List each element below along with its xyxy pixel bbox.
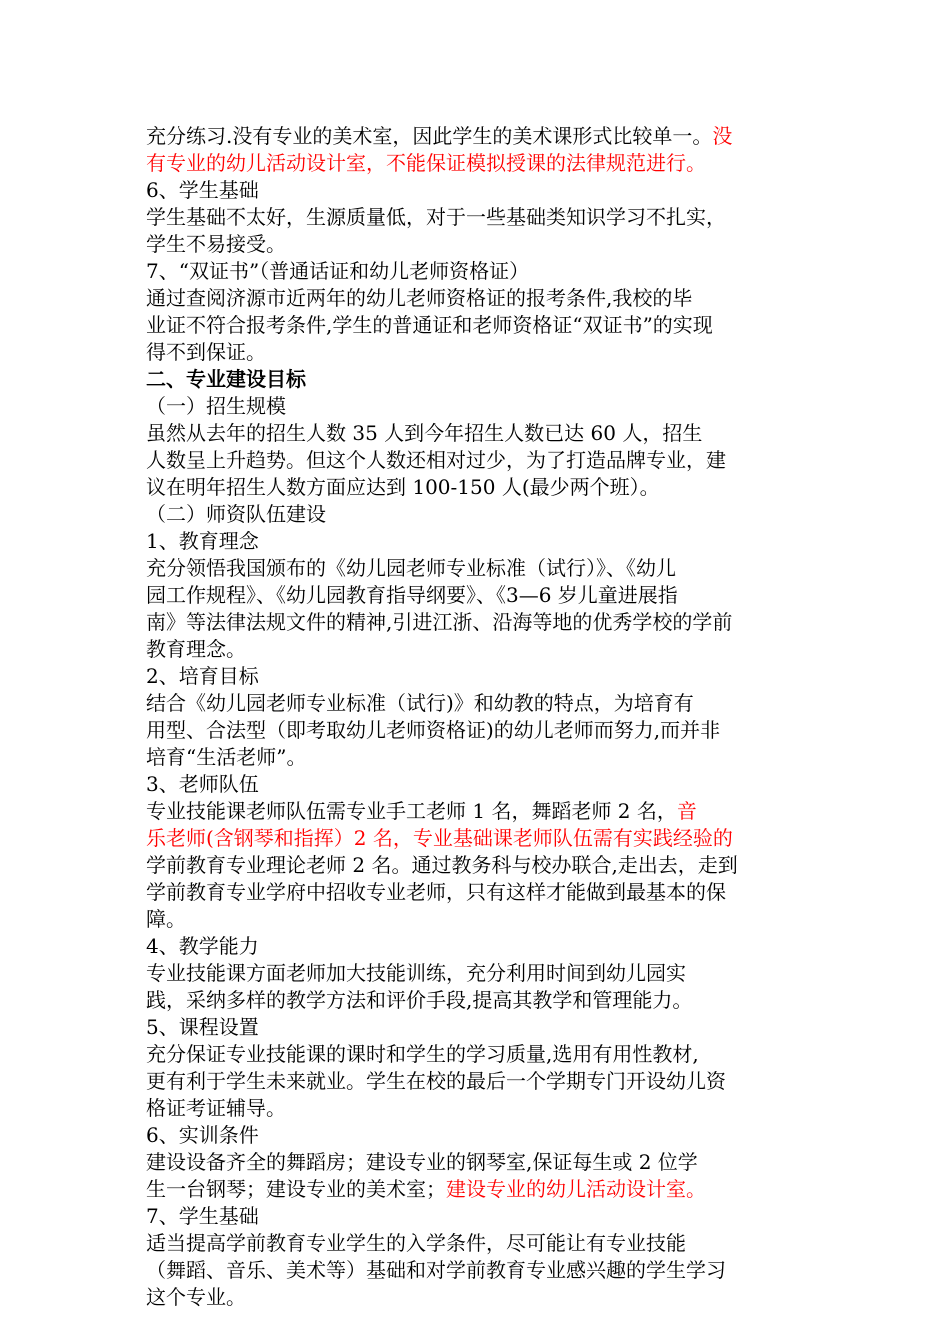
text-line xyxy=(146,339,816,366)
text-segment: 6、学生基础 xyxy=(146,178,259,202)
text-segment: 生一台钢琴；建设专业的美术室； xyxy=(146,1177,446,1201)
text-segment: 二、专业建设目标 xyxy=(146,367,306,391)
text-segment: 业证不符合报考条件,学生的普通证和老师资格证“双证书”的实现 xyxy=(146,313,713,337)
text-segment: 专业技能课方面老师加大技能训练，充分利用时间到幼儿园实 xyxy=(146,961,686,985)
text-segment: 学生基础不太好，生源质量低，对于一些基础类知识学习不扎实， xyxy=(146,205,726,229)
text-line xyxy=(146,1014,816,1041)
text-line xyxy=(146,879,816,906)
text-segment: 用型、合法型（即考取幼儿老师资格证)的幼儿老师而努力,而并非 xyxy=(146,718,721,742)
text-segment: 虽然从去年的招生人数 35 人到今年招生人数已达 60 人，招生 xyxy=(146,421,703,445)
text-segment: 1、教育理念 xyxy=(146,529,259,553)
paragraph xyxy=(146,555,816,663)
paragraph xyxy=(146,204,816,258)
paragraph xyxy=(146,663,816,690)
text-line xyxy=(146,312,816,339)
paragraph xyxy=(146,123,816,177)
text-segment: 充分保证专业技能课的课时和学生的学习质量,选用有用性教材, xyxy=(146,1042,699,1066)
paragraph xyxy=(146,798,816,933)
paragraph xyxy=(146,1230,816,1311)
text-segment: 4、教学能力 xyxy=(146,934,259,958)
text-line xyxy=(146,285,816,312)
text-line xyxy=(146,852,816,879)
paragraph xyxy=(146,393,816,420)
text-segment: 学前教育专业学府中招收专业老师，只有这样才能做到最基本的保 xyxy=(146,880,726,904)
text-line xyxy=(146,663,816,690)
text-segment: 践，采纳多样的教学方法和评价手段,提高其教学和管理能力。 xyxy=(146,988,693,1012)
text-line xyxy=(146,771,816,798)
text-segment: 建设设备齐全的舞蹈房；建设专业的钢琴室,保证每生或 2 位学 xyxy=(146,1150,698,1174)
paragraph xyxy=(146,177,816,204)
highlighted-text: 乐老师(含钢琴和指挥）2 名，专业基础课老师队伍需有实践经验的 xyxy=(146,826,733,850)
text-line xyxy=(146,258,816,285)
text-segment: 5、课程设置 xyxy=(146,1015,259,1039)
text-line xyxy=(146,366,816,393)
text-line xyxy=(146,609,816,636)
text-segment: 6、实训条件 xyxy=(146,1123,259,1147)
text-line xyxy=(146,906,816,933)
text-line xyxy=(146,933,816,960)
text-segment: 7、“双证书”（普通话证和幼儿老师资格证） xyxy=(146,259,530,283)
text-line xyxy=(146,1122,816,1149)
text-segment: 培育“生活老师”。 xyxy=(146,745,307,769)
paragraph xyxy=(146,1149,816,1203)
text-line xyxy=(146,717,816,744)
text-line xyxy=(146,960,816,987)
text-line xyxy=(146,528,816,555)
paragraph xyxy=(146,1041,816,1122)
text-segment: 格证考证辅导。 xyxy=(146,1096,286,1120)
text-line xyxy=(146,231,816,258)
text-line xyxy=(146,636,816,663)
text-line xyxy=(146,582,816,609)
paragraph xyxy=(146,420,816,501)
text-segment: 结合《幼儿园老师专业标准（试行)》和幼教的特点，为培育有 xyxy=(146,691,694,715)
text-segment: 障。 xyxy=(146,907,186,931)
highlighted-text: 有专业的幼儿活动设计室，不能保证模拟授课的法律规范进行。 xyxy=(146,151,706,175)
text-segment: （舞蹈、音乐、美术等）基础和对学前教育专业感兴趣的学生学习 xyxy=(146,1258,726,1282)
text-line xyxy=(146,177,816,204)
text-segment: 专业技能课老师队伍需专业手工老师 1 名，舞蹈老师 2 名， xyxy=(146,799,677,823)
text-line xyxy=(146,744,816,771)
text-segment: 充分练习.没有专业的美术室，因此学生的美术课形式比较单一。 xyxy=(146,124,713,148)
text-line xyxy=(146,1149,816,1176)
text-segment: 适当提高学前教育专业学生的入学条件，尽可能让有专业技能 xyxy=(146,1231,686,1255)
text-line xyxy=(146,447,816,474)
text-line xyxy=(146,555,816,582)
paragraph xyxy=(146,1122,816,1149)
text-line xyxy=(146,1176,816,1203)
paragraph xyxy=(146,1203,816,1230)
text-segment: 得不到保证。 xyxy=(146,340,266,364)
text-segment: 3、老师队伍 xyxy=(146,772,259,796)
highlighted-text: 没 xyxy=(712,124,733,148)
text-segment: 南》等法律法规文件的精神,引进江浙、沿海等地的优秀学校的学前 xyxy=(146,610,733,634)
paragraph xyxy=(146,258,816,285)
text-line xyxy=(146,1230,816,1257)
text-segment: 教育理念。 xyxy=(146,637,246,661)
text-line xyxy=(146,1284,816,1311)
text-line xyxy=(146,501,816,528)
text-line xyxy=(146,987,816,1014)
text-line xyxy=(146,204,816,231)
text-line xyxy=(146,1257,816,1284)
paragraph xyxy=(146,771,816,798)
text-segment: 这个专业。 xyxy=(146,1285,246,1309)
text-line xyxy=(146,150,816,177)
text-line xyxy=(146,825,816,852)
text-line xyxy=(146,1095,816,1122)
text-segment: 议在明年招生人数方面应达到 100-150 人(最少两个班）。 xyxy=(146,475,660,499)
text-segment: 学前教育专业理论老师 2 名。通过教务科与校办联合,走出去，走到 xyxy=(146,853,738,877)
text-line xyxy=(146,474,816,501)
paragraph xyxy=(146,1014,816,1041)
text-line xyxy=(146,1068,816,1095)
text-segment: 园工作规程》、《幼儿园教育指导纲要》、《3—6 岁儿童进展指 xyxy=(146,583,678,607)
text-segment: 更有利于学生未来就业。学生在校的最后一个学期专门开设幼儿资 xyxy=(146,1069,726,1093)
paragraph xyxy=(146,501,816,528)
text-segment: 人数呈上升趋势。但这个人数还相对过少，为了打造品牌专业，建 xyxy=(146,448,726,472)
text-segment: 学生不易接受。 xyxy=(146,232,286,256)
text-segment: （一）招生规模 xyxy=(146,394,286,418)
paragraph xyxy=(146,285,816,366)
text-segment: 充分领悟我国颁布的《幼儿园老师专业标准（试行）》、《幼儿 xyxy=(146,556,676,580)
text-segment: 通过查阅济源市近两年的幼儿老师资格证的报考条件,我校的毕 xyxy=(146,286,693,310)
text-line xyxy=(146,420,816,447)
text-line xyxy=(146,1041,816,1068)
highlighted-text: 建设专业的幼儿活动设计室。 xyxy=(446,1177,706,1201)
text-line xyxy=(146,393,816,420)
text-line xyxy=(146,798,816,825)
paragraph xyxy=(146,960,816,1014)
paragraph xyxy=(146,933,816,960)
text-line xyxy=(146,123,816,150)
section-heading xyxy=(146,366,816,393)
paragraph xyxy=(146,690,816,771)
highlighted-text: 音 xyxy=(676,799,697,823)
text-segment: （二）师资队伍建设 xyxy=(146,502,326,526)
paragraph xyxy=(146,528,816,555)
text-line xyxy=(146,1203,816,1230)
text-segment: 2、培育目标 xyxy=(146,664,259,688)
text-segment: 7、学生基础 xyxy=(146,1204,259,1228)
text-line xyxy=(146,690,816,717)
